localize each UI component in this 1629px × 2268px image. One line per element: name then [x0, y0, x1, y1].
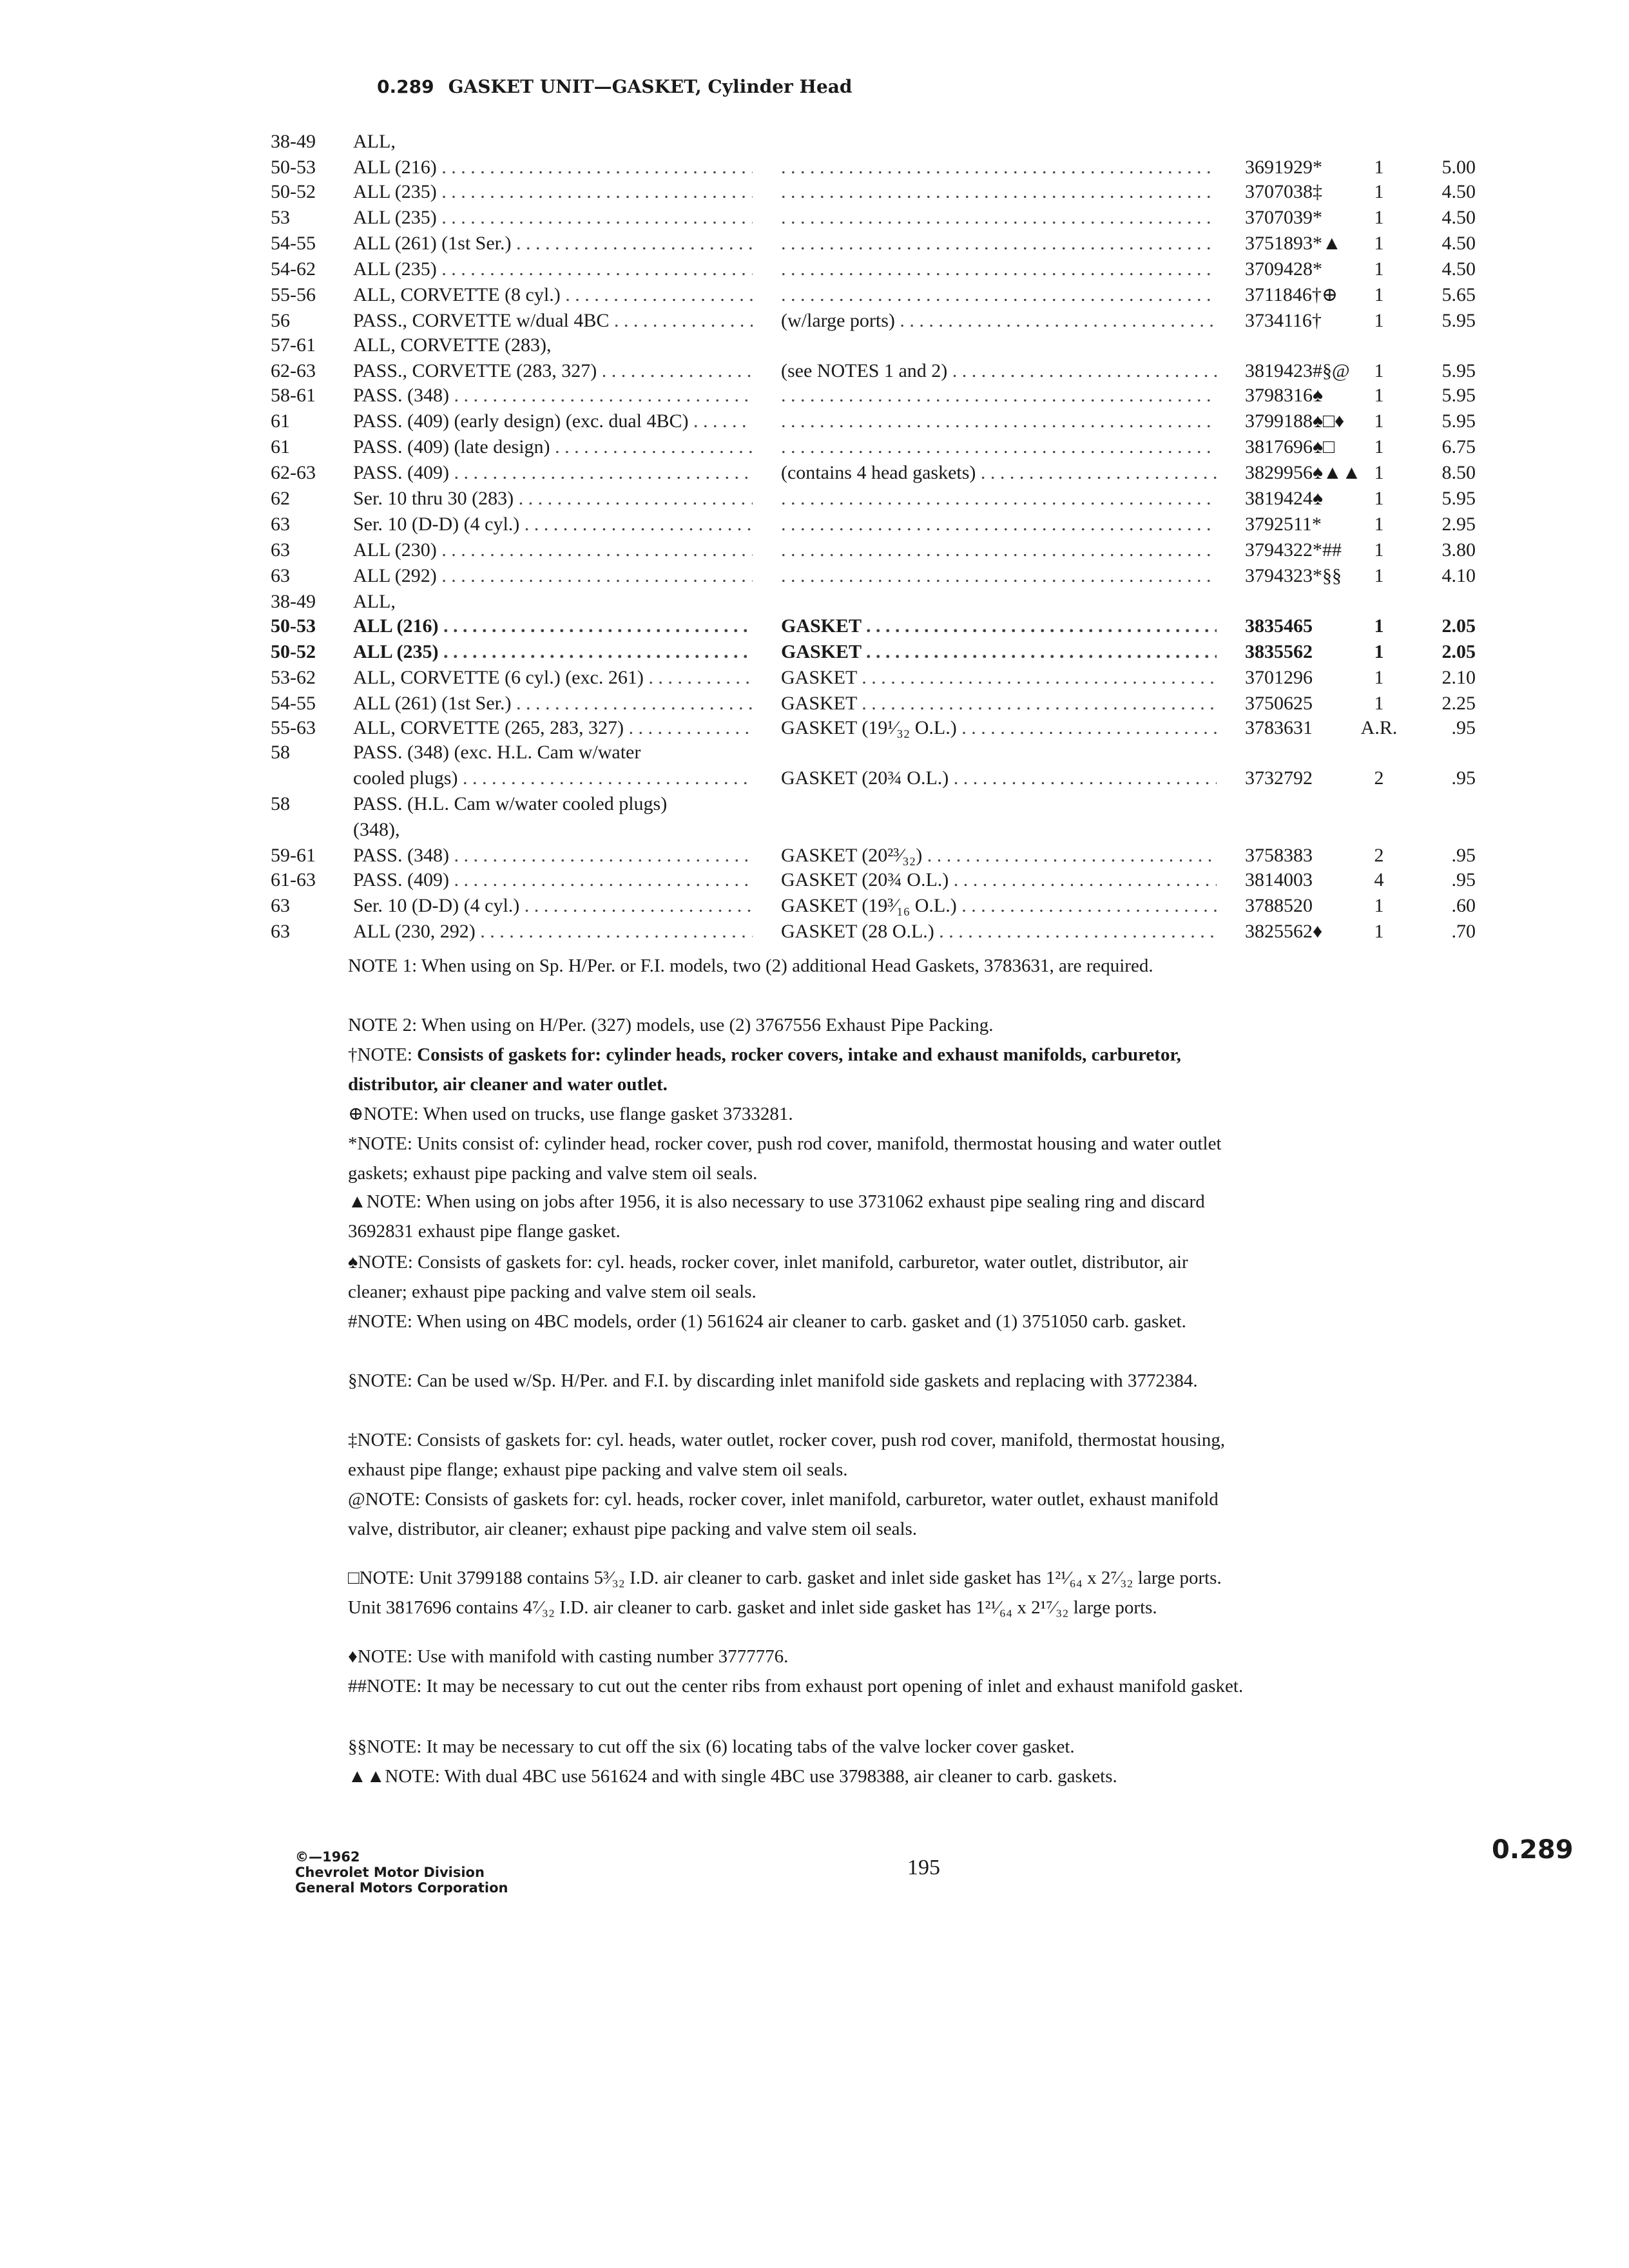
price: .95 — [1451, 717, 1476, 738]
quantity: 1 — [1374, 539, 1384, 561]
note-text: When using on jobs after 1956, it is also necessary to use 3731062 exhaust pipe sealing ring and discard 3692831 exhaust pipe flange gasket. — [348, 1191, 1205, 1242]
part-number: 3835562 — [1245, 641, 1313, 662]
note-label: †NOTE: — [348, 1044, 412, 1065]
note-label: ▲NOTE: — [348, 1191, 422, 1212]
part-number: 3751893*▲ — [1245, 233, 1342, 254]
note-label: NOTE 2: — [348, 1015, 418, 1035]
note-text: Units consist of: cylinder head, rocker cover, push rod cover, manifold, thermostat housing and water outlet gaskets; exhaust pipe packing and valve stem oil seals. — [348, 1133, 1222, 1184]
quantity: 2 — [1374, 767, 1384, 789]
part-number: 3819423#§@ — [1245, 360, 1350, 381]
item-description — [781, 408, 1217, 434]
item-description — [781, 205, 1217, 231]
note-text: When using on 4BC models, order (1) 561624 air cleaner to carb. gasket and (1) 3751050 carb. gasket. — [416, 1311, 1186, 1332]
model-description: Ser. 10 (D-D) (4 cyl.) . . . — [353, 893, 753, 919]
year-range: 63 — [271, 514, 290, 535]
price: 5.00 — [1441, 157, 1476, 178]
model-description: PASS. (409) (early design) (exc. dual 4BC) . . . — [353, 408, 753, 434]
quantity: 1 — [1374, 385, 1384, 406]
model-description: ALL, CORVETTE (8 cyl.) . . . — [353, 282, 753, 308]
part-number: 3817696♠□ — [1245, 436, 1335, 457]
model-description: ALL (216) . . . — [353, 613, 753, 639]
model-description: ALL (216) . . . — [353, 155, 753, 180]
item-description — [781, 512, 1217, 537]
price: .95 — [1451, 767, 1476, 789]
part-number: 3701296 — [1245, 667, 1313, 688]
model-description: ALL (235) . . . — [353, 639, 753, 665]
table-row — [0, 512, 1629, 537]
note-text: When using on H/Per. (327) models, use (2) 3767556 Exhaust Pipe Packing. — [421, 1015, 994, 1035]
copyright: ©—1962 — [295, 1849, 360, 1865]
part-number: 3835465 — [1245, 615, 1313, 637]
note-label: #NOTE: — [348, 1311, 412, 1332]
model-description: ALL (235) . . . — [353, 179, 753, 205]
model-description: cooled plugs) . . . — [353, 765, 753, 791]
model-description: PASS. (409) (late design) . . . — [353, 434, 753, 460]
model-description: (348), — [353, 819, 400, 840]
part-number: 3758383 — [1245, 845, 1313, 866]
year-range: 58-61 — [271, 385, 316, 406]
table-row — [0, 129, 1629, 155]
model-description: ALL, CORVETTE (265, 283, 327) . . . — [353, 715, 753, 741]
item-description: GASKET . . . — [781, 613, 1217, 639]
item-description: GASKET (19³⁄₁₆ O.L.) . . . — [781, 893, 1217, 919]
item-description — [781, 537, 1217, 563]
publisher-block — [295, 1849, 508, 1896]
table-row — [0, 893, 1629, 919]
price: 5.95 — [1441, 385, 1476, 406]
price: 5.65 — [1441, 284, 1476, 305]
item-description — [781, 434, 1217, 460]
part-number: 3825562♦ — [1245, 921, 1323, 942]
model-description: PASS. (348) . . . — [353, 383, 753, 408]
quantity: 1 — [1374, 310, 1384, 331]
quantity: 4 — [1374, 869, 1384, 890]
price: .70 — [1451, 921, 1476, 942]
price: 2.10 — [1441, 667, 1476, 688]
table-row — [0, 434, 1629, 460]
note-label: NOTE 1: — [348, 956, 418, 976]
table-row — [0, 155, 1629, 180]
year-range: 62-63 — [271, 462, 316, 483]
quantity: 1 — [1374, 233, 1384, 254]
model-description: PASS. (H.L. Cam w/water cooled plugs) — [353, 793, 668, 814]
quantity: 1 — [1374, 157, 1384, 178]
note — [348, 1485, 1244, 1544]
item-description: (see NOTES 1 and 2) . . . — [781, 358, 1217, 384]
item-description: GASKET . . . — [781, 691, 1217, 716]
table-row — [0, 332, 1629, 358]
quantity: 1 — [1374, 181, 1384, 202]
table-row — [0, 408, 1629, 434]
division-name: Chevrolet Motor Division — [295, 1865, 485, 1880]
table-row — [0, 867, 1629, 893]
year-range: 63 — [271, 895, 290, 916]
corner-section-number: 0.289 — [1492, 1835, 1574, 1865]
price: 8.50 — [1441, 462, 1476, 483]
item-description — [781, 231, 1217, 256]
table-row — [0, 537, 1629, 563]
item-description — [781, 179, 1217, 205]
year-range: 50-52 — [271, 641, 316, 662]
table-row — [0, 765, 1629, 791]
quantity: 1 — [1374, 462, 1384, 483]
page-header — [377, 76, 853, 97]
item-description: GASKET (20²³⁄₃₂) . . . — [781, 843, 1217, 869]
table-row — [0, 613, 1629, 639]
table-row — [0, 358, 1629, 384]
table-row — [0, 308, 1629, 334]
item-description: GASKET (28 O.L.) . . . — [781, 919, 1217, 945]
quantity: 2 — [1374, 845, 1384, 866]
table-row — [0, 205, 1629, 231]
note — [348, 1187, 1244, 1246]
price: 5.95 — [1441, 488, 1476, 509]
part-number: 3734116† — [1245, 310, 1322, 331]
table-row — [0, 740, 1629, 765]
part-number: 3691929* — [1245, 157, 1322, 178]
page-number: 195 — [907, 1856, 940, 1879]
year-range: 62 — [271, 488, 290, 509]
price: 5.95 — [1441, 360, 1476, 381]
model-description: ALL (230) . . . — [353, 537, 753, 563]
model-description: PASS. (348) (exc. H.L. Cam w/water — [353, 742, 641, 763]
year-range: 53-62 — [271, 667, 316, 688]
year-range: 59-61 — [271, 845, 316, 866]
price: .60 — [1451, 895, 1476, 916]
corporation-name: General Motors Corporation — [295, 1880, 508, 1896]
table-row — [0, 791, 1629, 817]
model-description: PASS., CORVETTE w/dual 4BC . . . — [353, 308, 753, 334]
part-number: 3794323*§§ — [1245, 565, 1342, 586]
year-range: 54-62 — [271, 258, 316, 280]
quantity: 1 — [1374, 488, 1384, 509]
part-number: 3788520 — [1245, 895, 1313, 916]
year-range: 57-61 — [271, 334, 316, 356]
quantity: 1 — [1374, 514, 1384, 535]
note — [348, 1563, 1244, 1622]
year-range: 63 — [271, 539, 290, 561]
note-text: It may be necessary to cut out the center ribs from exhaust port opening of inlet and exhaust manifold gasket. — [426, 1676, 1244, 1696]
note-label: ##NOTE: — [348, 1676, 422, 1696]
price: 2.25 — [1441, 693, 1476, 714]
year-range: 55-63 — [271, 717, 316, 738]
model-description: PASS. (409) . . . — [353, 460, 753, 486]
part-number: 3829956♠▲▲ — [1245, 462, 1362, 483]
model-description: PASS. (409) . . . — [353, 867, 753, 893]
price: .95 — [1451, 869, 1476, 890]
year-range: 50-53 — [271, 615, 316, 637]
note-label: ⊕NOTE: — [348, 1104, 419, 1124]
note — [348, 1129, 1244, 1188]
year-range: 53 — [271, 207, 290, 228]
note-label: ♠NOTE: — [348, 1252, 413, 1273]
quantity: 1 — [1374, 895, 1384, 916]
year-range: 50-52 — [271, 181, 316, 202]
quantity: A.R. — [1360, 717, 1398, 738]
item-description — [781, 383, 1217, 408]
quantity: 1 — [1374, 436, 1384, 457]
note-text: When used on trucks, use flange gasket 3733281. — [423, 1104, 793, 1124]
model-description: ALL, — [353, 591, 396, 612]
note-label: ‡NOTE: — [348, 1430, 412, 1450]
note-text: Use with manifold with casting number 3777776. — [417, 1646, 789, 1667]
part-number: 3707039* — [1245, 207, 1322, 228]
year-range: 58 — [271, 742, 290, 763]
note — [348, 1010, 1244, 1040]
note — [348, 1732, 1244, 1762]
item-description — [781, 486, 1217, 512]
quantity: 1 — [1374, 284, 1384, 305]
note-text: Consists of gaskets for: cylinder heads, rocker covers, intake and exhaust manifolds, carburetor, distributor, air cleaner and water outlet. — [348, 1044, 1181, 1095]
quantity: 1 — [1374, 693, 1384, 714]
section-title: GASKET UNIT—GASKET, Cylinder Head — [448, 76, 853, 97]
note — [348, 1642, 1244, 1671]
price: 2.05 — [1441, 615, 1476, 637]
model-description: ALL, — [353, 131, 396, 152]
note — [348, 1762, 1244, 1791]
note-label: ♦NOTE: — [348, 1646, 413, 1667]
year-range: 38-49 — [271, 131, 316, 152]
table-row — [0, 563, 1629, 589]
note-text: Consists of gaskets for: cyl. heads, rocker cover, inlet manifold, carburetor, water outlet, exhaust manifold valve, distributor, air cleaner; exhaust pipe packing and valve stem oil seals. — [348, 1489, 1219, 1539]
year-range: 38-49 — [271, 591, 316, 612]
year-range: 54-55 — [271, 693, 316, 714]
note — [348, 951, 1244, 981]
note — [348, 1040, 1244, 1099]
model-description: Ser. 10 thru 30 (283) . . . — [353, 486, 753, 512]
table-row — [0, 691, 1629, 716]
part-number: 3709428* — [1245, 258, 1322, 280]
price: 2.05 — [1441, 641, 1476, 662]
note-text: With dual 4BC use 561624 and with single 4BC use 3798388, air cleaner to carb. gaskets. — [444, 1766, 1117, 1787]
quantity: 1 — [1374, 258, 1384, 280]
note-label: §NOTE: — [348, 1370, 412, 1391]
model-description: ALL (261) (1st Ser.) . . . — [353, 691, 753, 716]
price: 6.75 — [1441, 436, 1476, 457]
model-description: ALL (230, 292) . . . — [353, 919, 753, 945]
note-label: @NOTE: — [348, 1489, 421, 1510]
year-range: 55-56 — [271, 284, 316, 305]
year-range: 61 — [271, 436, 290, 457]
item-description — [781, 155, 1217, 180]
note-text: Consists of gaskets for: cyl. heads, water outlet, rocker cover, push rod cover, manifold, thermostat housing, exhaust pipe flange; exhaust pipe packing and valve stem oil seals. — [348, 1430, 1226, 1480]
model-description: Ser. 10 (D-D) (4 cyl.) . . . — [353, 512, 753, 537]
year-range: 56 — [271, 310, 290, 331]
table-row — [0, 231, 1629, 256]
model-description: PASS., CORVETTE (283, 327) . . . — [353, 358, 753, 384]
price: 5.95 — [1441, 410, 1476, 432]
note-label: *NOTE: — [348, 1133, 412, 1154]
year-range: 63 — [271, 921, 290, 942]
price: 4.50 — [1441, 258, 1476, 280]
quantity: 1 — [1374, 615, 1384, 637]
note-text: Can be used w/Sp. H/Per. and F.I. by discarding inlet manifold side gaskets and replacing with 3772384. — [417, 1370, 1198, 1391]
item-description: GASKET (19¹⁄₃₂ O.L.) . . . — [781, 715, 1217, 741]
table-row — [0, 486, 1629, 512]
item-description: (contains 4 head gaskets) . . . — [781, 460, 1217, 486]
table-row — [0, 256, 1629, 282]
part-number: 3819424♠ — [1245, 488, 1323, 509]
model-description: ALL (235) . . . — [353, 256, 753, 282]
year-range: 58 — [271, 793, 290, 814]
part-number: 3711846†⊕ — [1245, 284, 1338, 305]
table-row — [0, 817, 1629, 843]
year-range: 54-55 — [271, 233, 316, 254]
table-row — [0, 589, 1629, 615]
item-description: GASKET . . . — [781, 665, 1217, 691]
quantity: 1 — [1374, 565, 1384, 586]
item-description: (w/large ports) . . . — [781, 308, 1217, 334]
model-description: PASS. (348) . . . — [353, 843, 753, 869]
price: 4.10 — [1441, 565, 1476, 586]
note-label: ▲▲NOTE: — [348, 1766, 440, 1787]
item-description: GASKET (20¾ O.L.) . . . — [781, 765, 1217, 791]
price: 4.50 — [1441, 181, 1476, 202]
note — [348, 1307, 1244, 1336]
year-range: 50-53 — [271, 157, 316, 178]
note-text: Consists of gaskets for: cyl. heads, rocker cover, inlet manifold, carburetor, water outlet, distributor, air cleaner; exhaust pipe packing and valve stem oil seals. — [348, 1252, 1188, 1302]
table-row — [0, 460, 1629, 486]
price: 5.95 — [1441, 310, 1476, 331]
model-description: ALL, CORVETTE (283), — [353, 334, 552, 356]
part-number: 3732792 — [1245, 767, 1313, 789]
year-range: 63 — [271, 565, 290, 586]
part-number: 3783631 — [1245, 717, 1313, 738]
note — [348, 1366, 1244, 1396]
note-label: §§NOTE: — [348, 1736, 422, 1757]
note-text: When using on Sp. H/Per. or F.I. models, two (2) additional Head Gaskets, 3783631, are required. — [421, 956, 1153, 976]
price: 2.95 — [1441, 514, 1476, 535]
table-row — [0, 282, 1629, 308]
item-description: GASKET . . . — [781, 639, 1217, 665]
quantity: 1 — [1374, 667, 1384, 688]
note — [348, 1671, 1244, 1701]
table-row — [0, 665, 1629, 691]
table-row — [0, 383, 1629, 408]
table-row — [0, 179, 1629, 205]
note-label: □NOTE: — [348, 1568, 414, 1588]
year-range: 61-63 — [271, 869, 316, 890]
quantity: 1 — [1374, 641, 1384, 662]
year-range: 62-63 — [271, 360, 316, 381]
year-range: 61 — [271, 410, 290, 432]
item-description: GASKET (20¾ O.L.) . . . — [781, 867, 1217, 893]
item-description — [781, 282, 1217, 308]
price: 4.50 — [1441, 233, 1476, 254]
part-number: 3750625 — [1245, 693, 1313, 714]
note — [348, 1425, 1244, 1485]
part-number: 3794322*## — [1245, 539, 1342, 561]
section-number: 0.289 — [377, 76, 434, 97]
item-description — [781, 563, 1217, 589]
model-description: ALL (235) . . . — [353, 205, 753, 231]
note-text: It may be necessary to cut off the six (6) locating tabs of the valve locker cover gasket. — [426, 1736, 1075, 1757]
item-description — [781, 256, 1217, 282]
price: 4.50 — [1441, 207, 1476, 228]
part-number: 3814003 — [1245, 869, 1313, 890]
quantity: 1 — [1374, 410, 1384, 432]
table-row — [0, 639, 1629, 665]
note-text: Unit 3799188 contains 5³⁄₃₂ I.D. air cleaner to carb. gasket and inlet side gasket has 1²¹⁄₆₄ x 2⁷⁄₃₂ large ports. Unit 3817696 contains 4⁷⁄₃₂ I.D. air cleaner to carb. gasket and inlet side gasket has 1²¹⁄₆₄ x 2¹⁷⁄₃₂ large ports. — [348, 1568, 1222, 1618]
note — [348, 1099, 1244, 1129]
quantity: 1 — [1374, 921, 1384, 942]
price: .95 — [1451, 845, 1476, 866]
table-row — [0, 919, 1629, 945]
part-number: 3792511* — [1245, 514, 1322, 535]
model-description: ALL, CORVETTE (6 cyl.) (exc. 261) . . . — [353, 665, 753, 691]
note — [348, 1247, 1244, 1307]
part-number: 3798316♠ — [1245, 385, 1323, 406]
part-number: 3707038‡ — [1245, 181, 1322, 202]
model-description: ALL (261) (1st Ser.) . . . — [353, 231, 753, 256]
part-number: 3799188♠□♦ — [1245, 410, 1345, 432]
price: 3.80 — [1441, 539, 1476, 561]
table-row — [0, 715, 1629, 741]
quantity: 1 — [1374, 360, 1384, 381]
table-row — [0, 843, 1629, 869]
model-description: ALL (292) . . . — [353, 563, 753, 589]
quantity: 1 — [1374, 207, 1384, 228]
